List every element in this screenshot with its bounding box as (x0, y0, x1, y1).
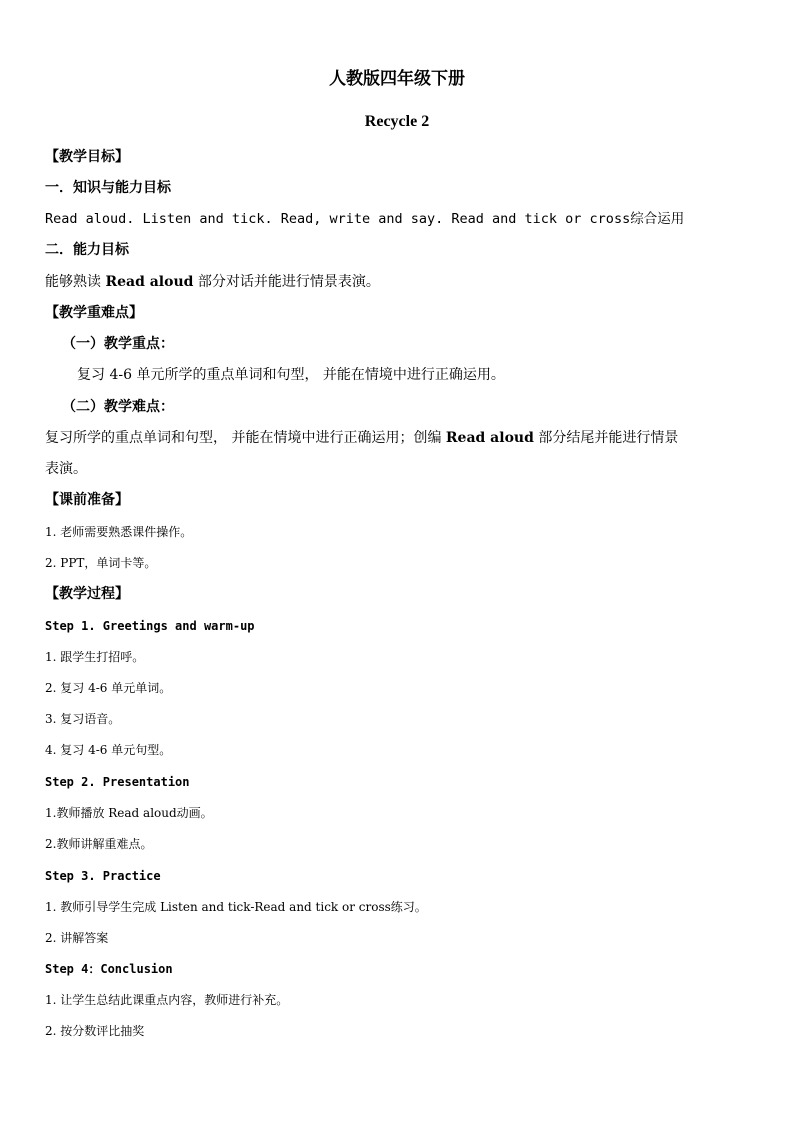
step2-item-1: 1.教师播放 Read aloud动画。 (45, 806, 213, 820)
page-title: 人教版四年级下册 (329, 69, 465, 89)
key2-text (45, 429, 678, 447)
step2-item-2: 2.教师讲解重难点。 (45, 837, 153, 851)
prep-heading: 【课前准备】 (45, 492, 129, 508)
key2-text-cont: 表演。 (45, 461, 87, 477)
step1-item-1: 1. 跟学生打招呼。 (45, 650, 145, 664)
key2-heading: （二）教学难点： (62, 399, 174, 415)
step1-item-2: 2. 复习 4-6 单元单词。 (45, 681, 172, 695)
goal2-text (45, 273, 380, 291)
goal2-text-a: 能够熟读 (45, 274, 106, 290)
step3-item-2: 2. 讲解答案 (45, 931, 109, 945)
goal1-text: Read aloud. Listen and tick. Read, write and say. Read and tick or cross综合运用 (45, 211, 685, 227)
goal2-text-b: Read aloud (105, 274, 194, 290)
key1-heading: （一）教学重点： (62, 336, 174, 352)
step3-item-1: 1. 教师引导学生完成 Listen and tick-Read and tick or cross练习。 (45, 900, 427, 914)
goal2-text-c: 部分对话并能进行情景表演。 (193, 274, 380, 290)
goal2-heading: 二．能力目标 (45, 242, 129, 258)
step4-item-2: 2. 按分数评比抽奖 (45, 1024, 145, 1038)
key2-text-b: Read aloud (445, 430, 534, 446)
prep-item-2: 2. PPT，单词卡等。 (45, 556, 157, 570)
step3-heading: Step 3. Practice (45, 869, 161, 883)
prep-item-1: 1. 老师需要熟悉课件操作。 (45, 525, 193, 539)
goal1-heading: 一．知识与能力目标 (45, 180, 171, 196)
step2-heading: Step 2. Presentation (45, 775, 190, 789)
goals-heading: 【教学目标】 (45, 149, 129, 165)
step1-item-4: 4. 复习 4-6 单元句型。 (45, 743, 172, 757)
step1-item-3: 3. 复习语音。 (45, 712, 121, 726)
key1-text: 复习 4-6 单元所学的重点单词和句型， 并能在情境中进行正确运用。 (77, 367, 505, 383)
page-subtitle: Recycle 2 (364, 113, 430, 130)
step4-item-1: 1. 让学生总结此课重点内容，教师进行补充。 (45, 993, 289, 1007)
key2-text-c: 部分结尾并能进行情景 (533, 430, 679, 446)
step4-heading: Step 4：Conclusion (45, 962, 173, 976)
process-heading: 【教学过程】 (45, 586, 129, 602)
key2-text-a: 复习所学的重点单词和句型， 并能在情境中进行正确运用；创编 (45, 430, 446, 446)
keypoints-heading: 【教学重难点】 (45, 305, 143, 321)
step1-heading: Step 1. Greetings and warm-up (45, 619, 255, 633)
